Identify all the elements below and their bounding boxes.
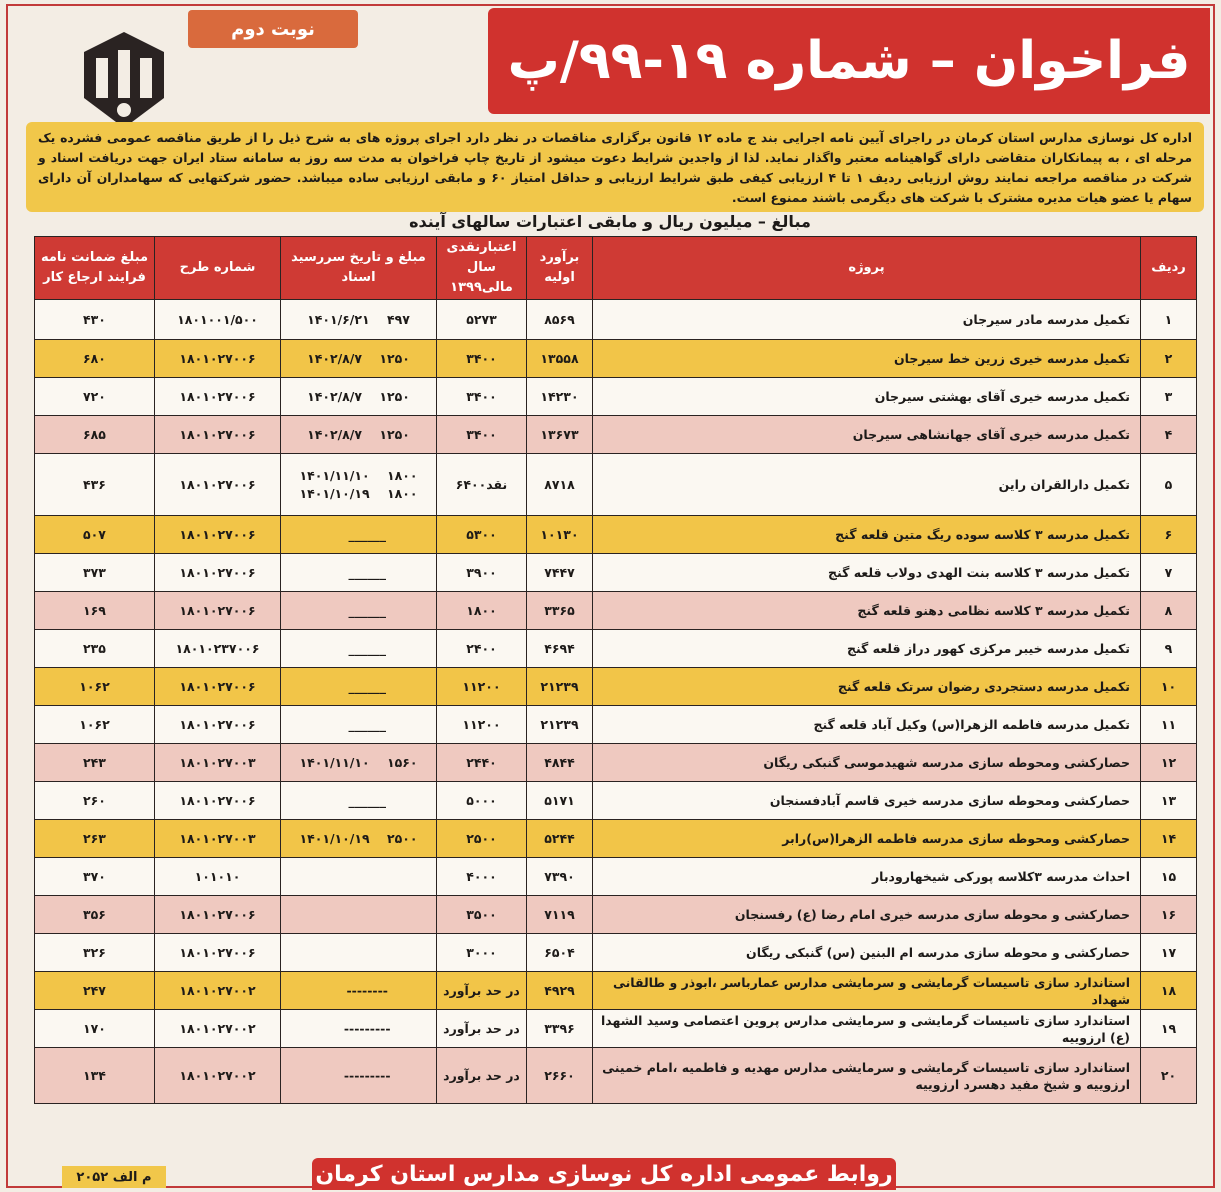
due-amount: ۱۲۵۰ <box>379 350 410 366</box>
estimate-value: ۵۲۴۴ <box>527 820 593 858</box>
credit-value: ۵۰۰۰ <box>437 782 527 820</box>
due-amount: ۱۵۶۰ <box>387 754 418 770</box>
row-number: ۵ <box>1141 454 1197 516</box>
project-name: حصارکشی ومحوطه سازی مدرسه فاطمه الزهرا(س)رابر <box>593 820 1141 858</box>
due-date: ۱۴۰۱/۱۰/۱۹ <box>299 830 370 846</box>
credit-value: ۳۰۰۰ <box>437 934 527 972</box>
project-name: حصارکشی ومحوطه سازی مدرسه خیری قاسم آبادفسنجان <box>593 782 1141 820</box>
ad-code: م الف ۲۰۵۲ <box>62 1166 166 1188</box>
amount-date-cell <box>281 340 437 378</box>
amount-date-cell <box>281 454 437 516</box>
project-name: تکمیل دارالقران راین <box>593 454 1141 516</box>
amount-date-cell <box>281 972 437 1010</box>
plan-number: ۱۸۰۱۰۲۷۰۰۲ <box>155 1010 281 1048</box>
estimate-value: ۱۰۱۳۰ <box>527 516 593 554</box>
guarantee-amount: ۶۸۰ <box>35 340 155 378</box>
credit-value: ۴۰۰۰ <box>437 858 527 896</box>
table-row <box>35 1048 1197 1104</box>
project-name: تکمیل مدرسه فاطمه الزهرا(س) وکیل آباد قلعه گنج <box>593 706 1141 744</box>
due-amount: ______ <box>348 602 386 618</box>
due-date: ۱۴۰۱/۱۱/۱۰ <box>299 467 370 483</box>
project-name: احداث مدرسه ۳کلاسه پورکی شیخهارودبار <box>593 858 1141 896</box>
table-row <box>35 378 1197 416</box>
estimate-value: ۷۳۹۰ <box>527 858 593 896</box>
estimate-value: ۸۷۱۸ <box>527 454 593 516</box>
estimate-value: ۸۵۶۹ <box>527 300 593 340</box>
amount-date-cell <box>281 1048 437 1104</box>
estimate-value: ۱۴۲۳۰ <box>527 378 593 416</box>
plan-number: ۱۸۰۱۰۲۷۰۰۶ <box>155 592 281 630</box>
credit-value: در حد برآورد <box>437 1010 527 1048</box>
guarantee-amount: ۵۰۷ <box>35 516 155 554</box>
table-row <box>35 820 1197 858</box>
header-guarantee: مبلغ ضمانت نامه فرایند ارجاع کار <box>35 237 155 300</box>
table-row <box>35 934 1197 972</box>
estimate-value: ۴۶۹۴ <box>527 630 593 668</box>
estimate-value: ۷۴۴۷ <box>527 554 593 592</box>
row-number: ۹ <box>1141 630 1197 668</box>
estimate-value: ۶۵۰۴ <box>527 934 593 972</box>
row-number: ۱۶ <box>1141 896 1197 934</box>
estimate-value: ۳۳۹۶ <box>527 1010 593 1048</box>
table-row <box>35 454 1197 516</box>
project-name: تکمیل مدرسه خیری زرین خط سیرجان <box>593 340 1141 378</box>
plan-number: ۱۸۰۱۰۲۷۰۰۳ <box>155 820 281 858</box>
guarantee-amount: ۲۴۷ <box>35 972 155 1010</box>
header-amount-date: مبلغ و تاریخ سررسید اسناد <box>281 237 437 300</box>
due-date: ۱۴۰۱/۱۱/۱۰ <box>299 754 370 770</box>
credit-value: ۲۴۰۰ <box>437 630 527 668</box>
table-header-row <box>35 237 1197 300</box>
credit-value: ۱۱۲۰۰ <box>437 668 527 706</box>
project-name: تکمیل مدرسه ۳ کلاسه بنت الهدی دولاب قلعه گنج <box>593 554 1141 592</box>
amount-date-cell <box>281 820 437 858</box>
row-number: ۱۸ <box>1141 972 1197 1010</box>
estimate-value: ۵۱۷۱ <box>527 782 593 820</box>
amount-date-cell <box>281 934 437 972</box>
due-date: ۱۴۰۲/۸/۷ <box>307 426 362 442</box>
due-amount: ______ <box>348 564 386 580</box>
due-amount: ۲۵۰۰ <box>387 830 418 846</box>
plan-number: ۱۸۰۱۰۲۷۰۰۲ <box>155 972 281 1010</box>
due-date: ۱۴۰۱/۶/۲۱ <box>307 311 370 327</box>
header-plan-number: شماره طرح <box>155 237 281 300</box>
row-number: ۸ <box>1141 592 1197 630</box>
amount-date-cell <box>281 378 437 416</box>
amount-date-cell <box>281 668 437 706</box>
round-badge: نوبت دوم <box>188 10 358 48</box>
project-name: تکمیل مدرسه دستجردی رضوان سرتک قلعه گنج <box>593 668 1141 706</box>
amount-date-cell <box>281 706 437 744</box>
row-number: ۱۷ <box>1141 934 1197 972</box>
table-row <box>35 972 1197 1010</box>
guarantee-amount: ۳۲۶ <box>35 934 155 972</box>
credit-value: ۵۳۰۰ <box>437 516 527 554</box>
guarantee-amount: ۳۷۳ <box>35 554 155 592</box>
plan-number: ۱۸۰۱۰۲۷۰۰۶ <box>155 706 281 744</box>
page-title: فراخوان – شماره ۱۹-۹۹/پ <box>488 8 1210 114</box>
row-number: ۱۵ <box>1141 858 1197 896</box>
estimate-value: ۳۳۶۵ <box>527 592 593 630</box>
header-project: پروژه <box>593 237 1141 300</box>
guarantee-amount: ۱۷۰ <box>35 1010 155 1048</box>
row-number: ۲ <box>1141 340 1197 378</box>
credit-value: ۳۵۰۰ <box>437 896 527 934</box>
row-number: ۱۲ <box>1141 744 1197 782</box>
row-number: ۱۴ <box>1141 820 1197 858</box>
table-row <box>35 554 1197 592</box>
row-number: ۲۰ <box>1141 1048 1197 1104</box>
plan-number: ۱۸۰۱۰۲۷۰۰۲ <box>155 1048 281 1104</box>
amount-date-cell <box>281 1010 437 1048</box>
credit-value: در حد برآورد <box>437 1048 527 1104</box>
guarantee-amount: ۴۳۶ <box>35 454 155 516</box>
footer-publisher: روابط عمومی اداره کل نوسازی مدارس استان کرمان <box>312 1158 896 1190</box>
estimate-value: ۲۱۲۳۹ <box>527 668 593 706</box>
amount-date-cell <box>281 896 437 934</box>
table-subtitle: مبالغ – میلیون ریال و مابقی اعتبارات سالهای آینده <box>409 212 811 231</box>
plan-number: ۱۸۰۱۰۲۷۰۰۶ <box>155 340 281 378</box>
table-row <box>35 630 1197 668</box>
estimate-value: ۴۹۲۹ <box>527 972 593 1010</box>
table-row <box>35 744 1197 782</box>
project-name: استاندارد سازی تاسیسات گرمایشی و سرمایشی مدارس پروین اعتصامی وسید الشهدا (ع) ارزوییه <box>593 1010 1141 1048</box>
guarantee-amount: ۲۳۵ <box>35 630 155 668</box>
table-row <box>35 782 1197 820</box>
credit-value: ۳۴۰۰ <box>437 378 527 416</box>
due-amount: ______ <box>348 792 386 808</box>
project-name: تکمیل مدرسه خیبر مرکزی کهور دراز قلعه گنج <box>593 630 1141 668</box>
tender-table <box>34 236 1197 1104</box>
guarantee-amount: ۲۴۳ <box>35 744 155 782</box>
plan-number: ۱۸۰۱۰۲۳۷۰۰۶ <box>155 630 281 668</box>
credit-value: ۱۸۰۰ <box>437 592 527 630</box>
amount-date-cell <box>281 416 437 454</box>
credit-value: نقد۶۴۰۰ <box>437 454 527 516</box>
guarantee-amount: ۳۷۰ <box>35 858 155 896</box>
project-name: تکمیل مدرسه خیری آقای بهشتی سیرجان <box>593 378 1141 416</box>
row-number: ۱۱ <box>1141 706 1197 744</box>
table-row <box>35 1010 1197 1048</box>
plan-number: ۱۸۰۱۰۲۷۰۰۶ <box>155 554 281 592</box>
credit-value: ۳۴۰۰ <box>437 340 527 378</box>
table-row <box>35 340 1197 378</box>
project-name: حصارکشی و محوطه سازی مدرسه خیری امام رضا (ع) رفسنجان <box>593 896 1141 934</box>
due-amount: --------- <box>343 1067 391 1083</box>
credit-value: ۲۵۰۰ <box>437 820 527 858</box>
table-row <box>35 668 1197 706</box>
row-number: ۱۹ <box>1141 1010 1197 1048</box>
intro-text: اداره کل نوسازی مدارس استان کرمان در راجرای آیین نامه اجرایی بند ج ماده ۱۲ قانون برگزاری مناقصات در نظر دارد اجرای پروژه های به شرح ذیل را از طریق مناقصه عمومی فشرده یک مرحله ای ، به پیمانکاران متقاضی دارای گواهینامه معتبر واگذار نماید. لذا از واجدین شرایط دعوت میشود از تاریخ چاپ فراخوان به مدت سه روز به سامانه ستاد ایران جهت دریافت اسناد و شرکت در مناقصه مراجعه نمایند روش ارزیابی ردیف ۱ تا ۴ ارزیابی کیفی طبق شرایط ارزیابی و حداقل امتیاز ۶۰ و مابقی ارزیابی ساده میباشد. حضور شرکتهایی که سهامداران آن دارای سهام یا عضو هیات مدیره مشترک با شرکت های دیگرمی باشند ممنوع است. <box>26 122 1204 212</box>
project-name: تکمیل مدرسه ۳ کلاسه سوده ریگ متین قلعه گنج <box>593 516 1141 554</box>
due-amount: ۱۸۰۰ <box>387 467 418 483</box>
project-name: تکمیل مدرسه خیری آقای جهانشاهی سیرجان <box>593 416 1141 454</box>
estimate-value: ۱۳۶۷۳ <box>527 416 593 454</box>
plan-number: ۱۸۰۱۰۲۷۰۰۶ <box>155 782 281 820</box>
plan-number: ۱۸۰۱۰۲۷۰۰۶ <box>155 896 281 934</box>
guarantee-amount: ۲۶۰ <box>35 782 155 820</box>
due-date: ۱۴۰۱/۱۰/۱۹ <box>299 485 370 501</box>
plan-number: ۱۸۰۱۰۲۷۰۰۶ <box>155 378 281 416</box>
credit-value: ۲۴۴۰ <box>437 744 527 782</box>
organization-logo-icon <box>76 28 172 132</box>
guarantee-amount: ۱۰۶۲ <box>35 706 155 744</box>
plan-number: ۱۸۰۱۰۲۷۰۰۶ <box>155 454 281 516</box>
estimate-value: ۲۶۶۰ <box>527 1048 593 1104</box>
plan-number: ۱۸۰۱۰۲۷۰۰۶ <box>155 416 281 454</box>
credit-value: ۱۱۲۰۰ <box>437 706 527 744</box>
table-row <box>35 416 1197 454</box>
due-amount: ۱۸۰۰ <box>387 485 418 501</box>
guarantee-amount: ۷۲۰ <box>35 378 155 416</box>
due-amount: ______ <box>348 678 386 694</box>
due-amount: --------- <box>343 1020 391 1036</box>
plan-number: ۱۸۰۱۰۲۷۰۰۳ <box>155 744 281 782</box>
amount-date-cell <box>281 744 437 782</box>
amount-date-cell <box>281 300 437 340</box>
row-number: ۴ <box>1141 416 1197 454</box>
plan-number: ۱۸۰۱۰۲۷۰۰۶ <box>155 934 281 972</box>
amount-date-cell <box>281 554 437 592</box>
credit-value: ۵۲۷۳ <box>437 300 527 340</box>
amount-date-cell <box>281 630 437 668</box>
due-amount: -------- <box>346 982 388 998</box>
guarantee-amount: ۳۵۶ <box>35 896 155 934</box>
project-name: استاندارد سازی تاسیسات گرمایشی و سرمایشی مدارس عمارباسر ،ابوذر و طالقانی شهداد <box>593 972 1141 1010</box>
due-amount: ۱۲۵۰ <box>379 388 410 404</box>
due-amount: ______ <box>348 640 386 656</box>
guarantee-amount: ۲۶۳ <box>35 820 155 858</box>
row-number: ۶ <box>1141 516 1197 554</box>
estimate-value: ۷۱۱۹ <box>527 896 593 934</box>
plan-number: ۱۰۱۰۱۰ <box>155 858 281 896</box>
guarantee-amount: ۱۶۹ <box>35 592 155 630</box>
estimate-value: ۱۳۵۵۸ <box>527 340 593 378</box>
row-number: ۱۳ <box>1141 782 1197 820</box>
due-amount: ۴۹۷ <box>387 311 410 327</box>
project-name: استاندارد سازی تاسیسات گرمایشی و سرمایشی مدارس مهدیه و فاطمیه ،امام خمینی ارزوییه و شیخ مفید دهسرد ارزوییه <box>593 1048 1141 1104</box>
amount-date-cell <box>281 782 437 820</box>
due-amount: ______ <box>348 716 386 732</box>
credit-value: ۳۹۰۰ <box>437 554 527 592</box>
guarantee-amount: ۱۰۶۲ <box>35 668 155 706</box>
guarantee-amount: ۶۸۵ <box>35 416 155 454</box>
row-number: ۱ <box>1141 300 1197 340</box>
plan-number: ۱۸۰۱۰۲۷۰۰۶ <box>155 668 281 706</box>
header-estimate: برآورد اولیه <box>527 237 593 300</box>
project-name: حصارکشی و محوطه سازی مدرسه ام البنین (س) گنبکی ریگان <box>593 934 1141 972</box>
header-credit: اعتبارنقدی سال مالی۱۳۹۹ <box>437 237 527 300</box>
credit-value: ۳۴۰۰ <box>437 416 527 454</box>
table-row <box>35 516 1197 554</box>
due-amount: ______ <box>348 526 386 542</box>
due-amount: ۱۲۵۰ <box>379 426 410 442</box>
due-date: ۱۴۰۲/۸/۷ <box>307 350 362 366</box>
guarantee-amount: ۴۳۰ <box>35 300 155 340</box>
row-number: ۱۰ <box>1141 668 1197 706</box>
table-row <box>35 592 1197 630</box>
project-name: حصارکشی ومحوطه سازی مدرسه شهیدموسی گنبکی ریگان <box>593 744 1141 782</box>
plan-number: ۱۸۰۱۰۰۱/۵۰۰ <box>155 300 281 340</box>
header-row-number: ردیف <box>1141 237 1197 300</box>
table-row <box>35 300 1197 340</box>
table-row <box>35 896 1197 934</box>
guarantee-amount: ۱۳۴ <box>35 1048 155 1104</box>
row-number: ۳ <box>1141 378 1197 416</box>
amount-date-cell <box>281 858 437 896</box>
table-row <box>35 858 1197 896</box>
project-name: تکمیل مدرسه ۳ کلاسه نظامی دهنو قلعه گنج <box>593 592 1141 630</box>
row-number: ۷ <box>1141 554 1197 592</box>
project-name: تکمیل مدرسه مادر سیرجان <box>593 300 1141 340</box>
plan-number: ۱۸۰۱۰۲۷۰۰۶ <box>155 516 281 554</box>
due-date: ۱۴۰۲/۸/۷ <box>307 388 362 404</box>
amount-date-cell <box>281 516 437 554</box>
estimate-value: ۴۸۴۴ <box>527 744 593 782</box>
credit-value: در حد برآورد <box>437 972 527 1010</box>
estimate-value: ۲۱۲۳۹ <box>527 706 593 744</box>
amount-date-cell <box>281 592 437 630</box>
table-row <box>35 706 1197 744</box>
